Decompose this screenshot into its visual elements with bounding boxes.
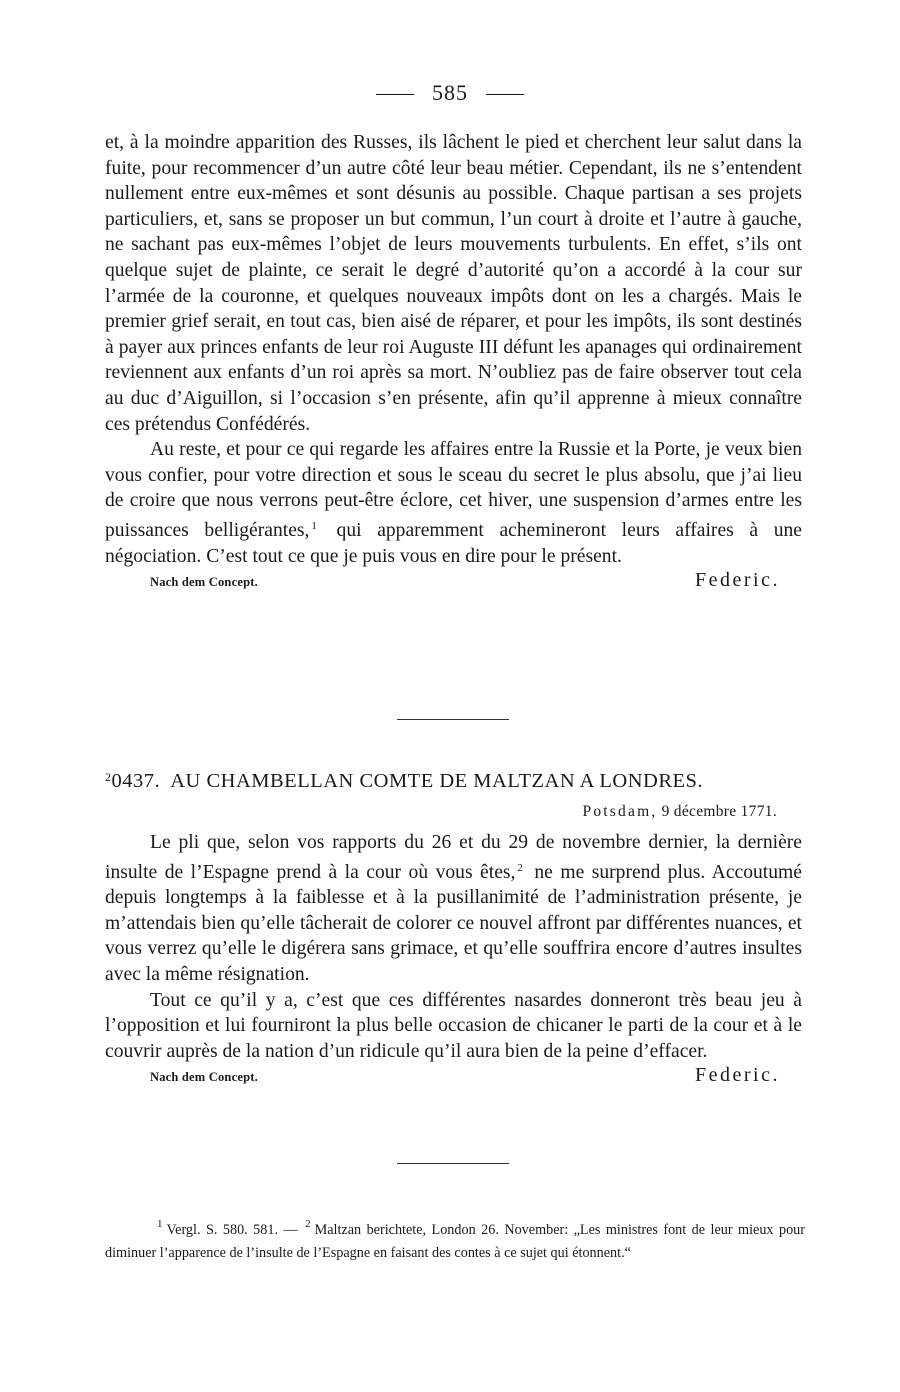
letter-2-dateline — [583, 803, 777, 821]
letter-2-signature: Federic. — [695, 1064, 780, 1087]
footnote-2-text: Maltzan berichtete, London 26. November: „Les ministres font de leur mieux pour diminuer l’apparence de l’insulte de l’Espagne en faisant des contes à ce sujet qui étonnent.“ — [105, 1222, 805, 1261]
letter-2-body — [105, 830, 802, 1092]
header-dash-right — [486, 94, 524, 95]
footnote-1-text: Vergl. S. 580. 581. — — [166, 1222, 304, 1238]
dateline-place: Potsdam, — [582, 803, 658, 820]
header-dash-left — [376, 94, 414, 95]
letter-1-signature-row — [105, 569, 802, 597]
footnote-ref-1: 1 — [311, 519, 317, 532]
separator-rule-2 — [397, 1163, 509, 1164]
footnotes — [105, 1213, 805, 1265]
letter-number-rest: 0437. — [111, 770, 161, 792]
letter-number — [105, 770, 160, 792]
separator-rule-1 — [397, 719, 509, 720]
letter-2-heading — [105, 770, 805, 793]
page-header — [0, 80, 900, 106]
letter-1-paragraph-2-text-b: qui apparemment achemineront leurs affaires à une négociation. C’est tout ce que je puis vous en dire pour le présent. — [105, 519, 802, 567]
letter-number-prefix: 2 — [105, 770, 112, 784]
letter-1-paragraph-2-text-a: Au reste, et pour ce qui regarde les affaires entre la Russie et la Porte, je veux bien vous confier, pour votre direction et sous le sceau du secret le plus absolu, que j’ai lieu de croire que nous verrons peut-être éclore, cet hiver, une suspension d’armes entre les puissances belligérantes, — [105, 439, 802, 541]
letter-2-paragraph-2: Tout ce qu’il y a, c’est que ces différentes nasardes donneront très beau jeu à l’opposition et lui fourniront la plus belle occasion de chicaner le parti de la cour et à le couvrir auprès de la nation d’un ridicule qu’il aura bien de la peine d’effacer. — [105, 989, 802, 1062]
letter-1-signature: Federic. — [695, 569, 780, 592]
letter-2-paragraph-1 — [105, 830, 802, 988]
letter-2-concept-note: Nach dem Concept. — [150, 1070, 258, 1085]
letter-2-signature-row — [105, 1064, 802, 1092]
letter-1-paragraph-2 — [105, 437, 802, 569]
letter-1-paragraph-1: et, à la moindre apparition des Russes, ils lâchent le pied et cherchent leur salut dans la fuite, pour recommencer d’un autre côté leur beau métier. Cependant, ils ne s’entendent nullement entre eux-mêmes et sont désunis au possible. Chaque partisan a ses projets particuliers, et, sans se proposer un but commun, l’un court à droite et l’autre à gauche, ne sachant pas eux-mêmes l’objet de leurs mouvements turbulents. En effet, s’ils ont quelque sujet de plainte, ce serait le degré d’autorité qu’on a accordé à la cour sur l’armée de la couronne, et quelques nouveaux impôts dont on les a chargés. Mais le premier grief serait, en tout cas, bien aisé de réparer, et pour les impôts, ils sont destinés à payer aux princes enfants de leur roi Auguste III défunt les apanages qui ordinairement reviennent aux enfants d’un roi après sa mort. N’oubliez pas de faire observer tout cela au duc d’Aiguillon, si l’occasion s’en présente, afin qu’il apprenne à mieux connaître ces prétendus Confédérés. — [105, 132, 802, 435]
page-number: 585 — [432, 80, 468, 105]
footnote-ref-2: 2 — [517, 861, 523, 874]
letter-1-body — [105, 130, 802, 597]
letter-2-paragraph-1-text-b: ne me surprend plus. Accoutumé depuis longtemps à la faiblesse et à la pusillanimité de l’administration présente, je m’attendais bien qu’elle tâcherait de colorer ce nouvel affront par différentes nuances, et vous verrez qu’elle le digérera sans grimace, et qu’elle souffrira encore d’autres insultes avec la même résignation. — [105, 861, 802, 985]
letter-1-concept-note: Nach dem Concept. — [150, 575, 258, 590]
letter-2-paragraph-1-text-a: Le pli que, selon vos rapports du 26 et du 29 de novembre dernier, la dernière insulte de l’Espagne prend à la cour où vous êtes, — [105, 832, 802, 883]
dateline-date: 9 décembre 1771. — [657, 803, 777, 820]
footnote-2-mark: 2 — [305, 1218, 311, 1230]
letter-2-title: AU CHAMBELLAN COMTE DE MALTZAN A LONDRES. — [170, 770, 704, 792]
footnote-1-mark: 1 — [157, 1218, 163, 1230]
